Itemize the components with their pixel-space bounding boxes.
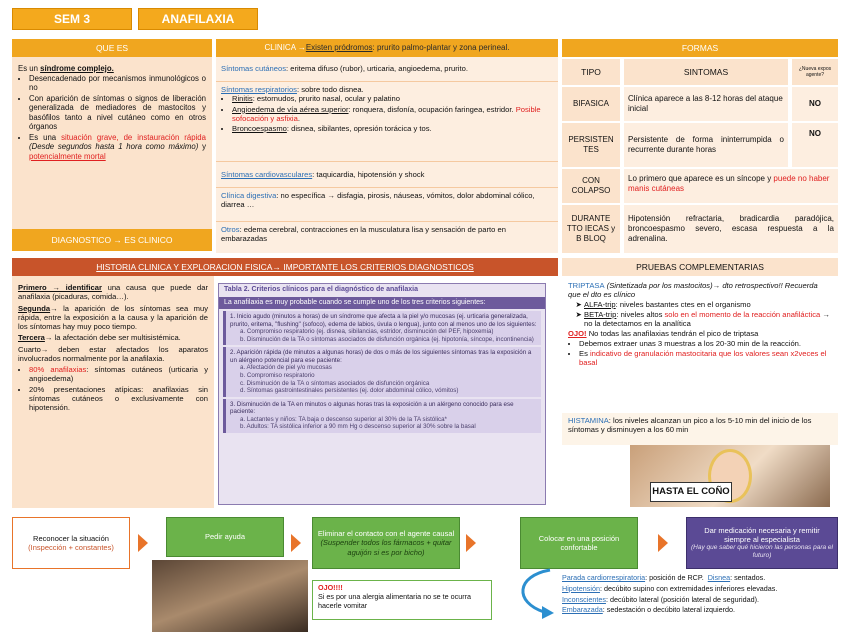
forma-sintomas: Hipotensión refractaria, bradicardia paradójica, broncoespasmo severo, escasa respuesta a la adrenalina. (624, 205, 838, 253)
que-es-list (18, 74, 206, 162)
triptasa-panel: TRIPTASA (Sintetizada por los mastocitos)→ dto retrospectivo!! Recuerda que el dto es clínico ➤ ALFA-trip: niveles bastantes ctes en el organismo ➤ BETA-trip: niveles altos solo en el momento de la reacción anafiláctica → no la detectamos en la analítica OJO! No todas las anafilaxias tendrán el pico de triptasa • Debemos extraer unas 3 muestras a los 20-30 min de la reacción. • Es indicativo de granulación mastocitaria que los valores sean x2veces el basal (562, 278, 838, 413)
resp-item: • Rinitis: estornudos, prurito nasal, ocular y palatino (232, 94, 553, 103)
diagnostico-label: DIAGNOSTICO → ES CLINICO (51, 234, 173, 245)
que-es-item: • Es una situación grave, de instauración rápida (Desde segundos hasta 1 hora como máximo) y potencialmente mortal (29, 133, 206, 162)
posicion-item: Parada cardiorrespiratoria: posición de RCP. Disnea: sentados. (562, 573, 766, 582)
forma-sintomas: Lo primero que aparece es un síncope y puede no haber manis cutáneas (624, 169, 838, 203)
ojo-item: • Es indicativo de granulación mastocitaria que los valores sean x2veces el basal (579, 349, 832, 368)
tabla-title: Tabla 2. Criterios clínicos para el diagnóstico de anafilaxia (219, 284, 545, 297)
sem-label: SEM 3 (53, 11, 90, 26)
flow-arrow (658, 534, 668, 552)
otros-section: Otros: edema cerebral, contracciones en la musculatura lisa y sensación de parto en embarazadas (221, 225, 506, 244)
historia-header (12, 258, 558, 276)
respiratorios-section: Síntomas respiratorios: sobre todo disnea. • Rinitis: estornudos, prurito nasal, ocular y palatino • Angioedema de vía aérea superior: ronquera, disfonía, ocupación faringea, estridor. Posible sofocación y asfixia. • Broncoespasmo: disnea, sibilantes, opresión torácica y tos. (216, 82, 558, 162)
formas-header-label: FORMAS (681, 42, 719, 53)
que-es-panel (12, 57, 212, 229)
flow-arrow (291, 534, 301, 552)
pruebas-header-label: PRUEBAS COMPLEMENTARIAS (636, 261, 764, 272)
forma-tipo: BIFASICA (562, 87, 620, 121)
digestiva-section: Clínica digestiva: no específica → disfagia, pirosis, náuseas, vómitos, dolor abdominal cólico, diarrea … (216, 188, 558, 222)
flow-step-medicacion: Dar medicación necesaria y remitir siempre al especialista (Hay que saber qué hicieron las personas para el futuro) (686, 517, 838, 569)
historia-bullet: • 80% anafilaxias: síntomas cutáneos (urticaria y angioedema) (29, 365, 208, 384)
posiciones-list (562, 573, 838, 631)
clinica-panel (216, 57, 558, 253)
formas-col-sintomas: SINTOMAS (624, 59, 788, 85)
que-es-header (12, 39, 212, 57)
resp-item: • Broncoespasmo: disnea, sibilantes, opresión torácica y tos. (232, 124, 553, 133)
formas-header (562, 39, 838, 57)
criterio-1: 1. Inicio agudo (minutos a horas) de un síndrome que afecta a la piel y/o mucosas (ej. urticaria generalizada, prurito, eritema, "flushing" (sofoco), edema de labios, úvula o lengua), junto con al menos uno de los siguientes: a. Compromiso respiratorio (ej. disnea, sibilancias, estridor, disminución del PEF, hipoxemia) b. Disminución de la TA o síntomas asociados de disfunción orgánica (ej. hipotonía, síncope, incontinencia) (223, 311, 541, 345)
forma-sintomas: Persistente de forma ininterrumpida o recurrente durante horas (624, 123, 788, 167)
forma-q: NO (792, 87, 838, 121)
ojo-box: OJO!!!! Si es por una alergia alimentaria no se te ocurra hacerle vomitar (312, 580, 492, 620)
que-es-item: • Con aparición de síntomas o signos de liberación generalizada de mediadores de mastocitos y basófilos tanto a nivel cutáneo como en otros órganos (29, 94, 206, 132)
historia-bullet: • 20% presentaciones atípicas: anafilaxias sin síntomas cutáneos o exclusivamente con hipotensión. (29, 385, 208, 413)
forma-tipo: CON COLAPSO (562, 169, 620, 203)
posicion-item: Hipotensión: decúbito supino con extremidades inferiores elevadas. (562, 583, 778, 593)
flow-step-reconocer: Reconocer la situación (Inspección + constantes) (12, 517, 130, 569)
cutaneos-section: Síntomas cutáneos : eritema difuso (rubor), urticaria, angioedema, prurito. (216, 57, 558, 82)
ojo-item: • Debemos extraer unas 3 muestras a los 20-30 min de la reacción. (579, 339, 832, 348)
resp-item: • Angioedema de vía aérea superior: ronquera, disfonía, ocupación faringea, estridor. Posible sofocación y asfixia. (232, 105, 553, 124)
flow-arrow (466, 534, 476, 552)
cardiovasculares-section: Síntomas cardiovasculares : taquicardia, hipotensión y shock (216, 162, 558, 188)
flow-step-colocar: Colocar en una posición confortable (520, 517, 638, 569)
histamina-panel: HISTAMINA: los niveles alcanzan un pico a los 5-10 min del inicio de los síntomas y disminuyen a los 60 min (562, 413, 838, 445)
sem-tab (12, 8, 132, 30)
diagnostico-header (12, 229, 212, 251)
forma-sintomas: Clínica aparece a las 8-12 horas del ataque inicial (624, 87, 788, 121)
historia-panel: Primero → identificar una causa que puede dar anafilaxia (picaduras, comida…). Segunda→ la aparición de los síntomas sea muy rápida, entre la exposición a la causa y la aparición de los síntomas hay muy poco tiempo. Tercera→ la afectación debe ser multisistémica. Cuarto→ deben estar afectados los aparatos involucrados normalmente por la anafilaxia. • 80% anafilaxias: síntomas cutáneos (urticaria y angioedema) • 20% presentaciones atípicas: anafilaxias sin síntomas cutáneos o exclusivamente con hipotensión. (12, 276, 214, 508)
tabla-intro: La anafilaxia es muy probable cuando se cumple uno de los tres criterios siguientes: (219, 297, 545, 310)
forma-tipo: PERSISTENTES (562, 123, 620, 167)
formas-col-question: ¿Nueva expos agente? (792, 59, 838, 85)
clinica-header: CLINICA → Existen pródromos : prurito palmo-plantar y zona perineal. (216, 39, 558, 57)
scene-photo (152, 560, 308, 632)
posicion-item: Inconscientes: decúbito lateral (posición lateral de seguridad). (562, 594, 759, 604)
pruebas-header (562, 258, 838, 276)
formas-table (562, 57, 838, 253)
criterio-2: 2. Aparición rápida (de minutos a algunas horas) de dos o más de los siguientes síntomas tras la exposición a un alérgeno potencial para ese paciente: a. Afectación de piel y/o mucosas b. Compromiso respiratorio c. Disminución de la TA o síntomas asociados de disfunción orgánica d. Síntomas gastrointestinales persistentes (ej. dolor abdominal cólico, vómitos) (223, 347, 541, 396)
curved-arrow-icon (508, 566, 568, 626)
title-tab (138, 8, 258, 30)
flow-step-ayuda: Pedir ayuda (166, 517, 284, 557)
que-es-intro: Es un síndrome complejo. (18, 64, 114, 73)
forma-q: NO (792, 123, 838, 167)
criterios-table-image (218, 283, 546, 505)
formas-col-tipo: TIPO (562, 59, 620, 85)
que-es-header-label: QUE ES (95, 42, 129, 53)
historia-header-label: HISTORIA CLINICA Y EXPLORACION FISICA→ IMPORTANTE LOS CRITERIOS DIAGNOSTICOS (96, 261, 474, 272)
posicion-item: Embarazada: sedestación o decúbito lateral izquierdo. (562, 605, 736, 615)
flow-arrow (138, 534, 148, 552)
triptasa-item: ➤ ALFA-trip: niveles bastantes ctes en el organismo (584, 300, 832, 309)
page-title: ANAFILAXIA (161, 11, 235, 26)
que-es-item: • Desencadenado por mecanismos inmunológicos o no (29, 74, 206, 93)
forma-tipo: DURANTE TTO IECAS y B BLOQ (562, 205, 620, 253)
criterio-3: 3. Disminución de la TA en minutos o algunas horas tras la exposición a un alérgeno conocido para ese paciente: a. Lactantes y niños: TA baja o descenso superior al 30% de la TA sistólica* b. Adultos: TA sistólica inferior a 90 mm Hg o descenso superior al 30% sobre la basal (223, 399, 541, 433)
triptasa-item: ➤ BETA-trip: niveles altos solo en el momento de la reacción anafiláctica → no la detectamos en la analítica (584, 310, 832, 329)
photo-caption: HASTA EL COÑO (650, 482, 732, 502)
flow-step-eliminar: Eliminar el contacto con el agente causal (Suspender todos los fármacos + quitar aguijón si es por bicho) (312, 517, 460, 569)
